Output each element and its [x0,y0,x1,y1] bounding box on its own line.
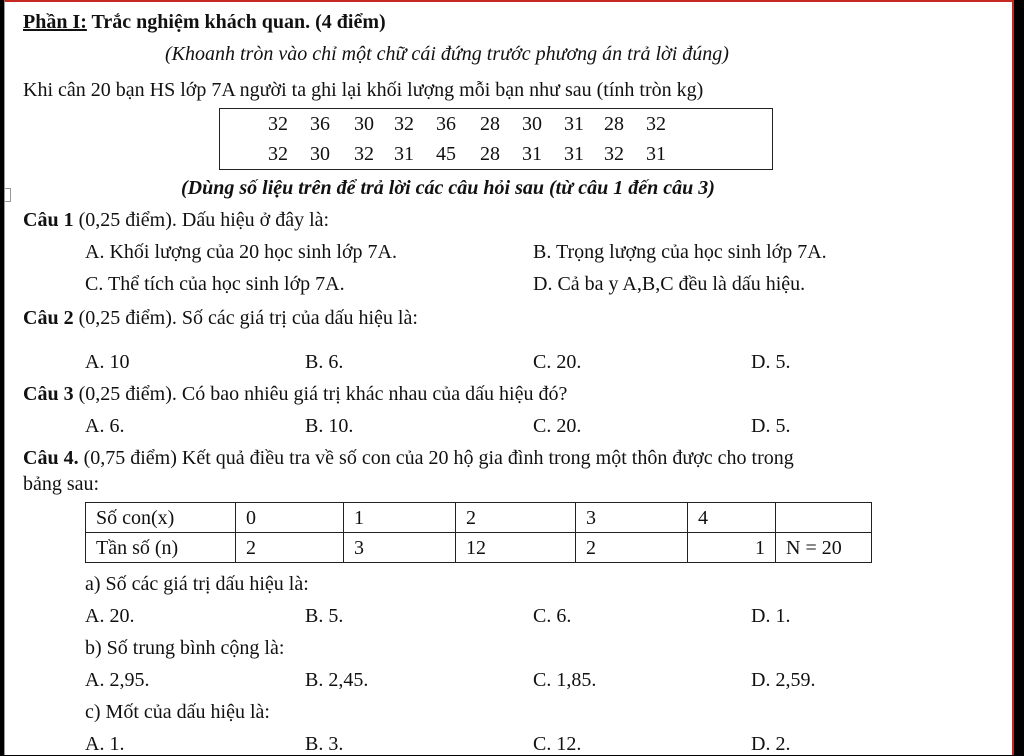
data-cell: 28 [480,113,500,135]
data-cell: 32 [604,143,624,165]
table-cell: 4 [688,503,776,533]
data-cell: 32 [646,113,666,135]
table-cell: 1 [688,533,776,563]
table-cell: 3 [576,503,688,533]
q4c-option-d[interactable]: D. 2. [751,733,791,755]
q2-option-d[interactable]: D. 5. [751,351,791,373]
question-4 [23,446,794,470]
part-heading [23,10,386,34]
q4b-option-a[interactable]: A. 2,95. [85,669,150,691]
data-cell: 32 [268,113,288,135]
q3-option-d[interactable]: D. 5. [751,415,791,437]
data-cell: 30 [522,113,542,135]
frequency-table [85,502,872,563]
q4b-option-b[interactable]: B. 2,45. [305,669,369,691]
q4b-text: b) Số trung bình cộng là: [85,637,285,659]
question-label: Câu 4. [23,447,79,469]
data-cell: 28 [480,143,500,165]
table-row [86,533,872,563]
question-text: (0,75 điểm) Kết quả điều tra về số con của 20 hộ gia đình trong một thôn được cho trong [78,447,794,469]
document-page [4,0,1014,755]
table-cell: 2 [456,503,576,533]
data-cell: 30 [354,113,374,135]
q4b-option-d[interactable]: D. 2,59. [751,669,816,691]
q4a-text: a) Số các giá trị dấu hiệu là: [85,573,309,595]
data-row-1 [220,113,772,139]
data-cell: 31 [564,113,584,135]
q3-option-c[interactable]: C. 20. [533,415,582,437]
data-cell: 31 [646,143,666,165]
question-label: Câu 1 [23,209,74,231]
table-cell: 1 [344,503,456,533]
q4b-option-c[interactable]: C. 1,85. [533,669,597,691]
data-cell: 36 [436,113,456,135]
question-text: (0,25 điểm). Dấu hiệu ở đây là: [73,209,330,231]
q1-option-b[interactable]: B. Trọng lượng của học sinh lớp 7A. [533,241,827,263]
question-text: (0,25 điểm). Có bao nhiêu giá trị khác nhau của dấu hiệu đó? [73,383,568,405]
table-cell: 12 [456,533,576,563]
q4a-option-c[interactable]: C. 6. [533,605,572,627]
question-label: Câu 3 [23,383,74,405]
q4a-option-b[interactable]: B. 5. [305,605,344,627]
data-cell: 31 [394,143,414,165]
question-label: Câu 2 [23,307,74,329]
q4c-option-a[interactable]: A. 1. [85,733,125,755]
q4c-text: c) Mốt của dấu hiệu là: [85,701,270,723]
q1-option-d[interactable]: D. Cả ba y A,B,C đều là dấu hiệu. [533,273,806,295]
question-4-continued: bảng sau: [23,473,100,495]
table-total-cell: N = 20 [776,533,872,563]
q4c-option-b[interactable]: B. 3. [305,733,344,755]
data-cell: 45 [436,143,456,165]
q2-option-a[interactable]: A. 10 [85,351,130,373]
table-header-cell: Tần số (n) [86,533,236,563]
question-2 [23,306,418,330]
data-row-2 [220,143,772,169]
data-cell: 31 [564,143,584,165]
data-cell: 36 [310,113,330,135]
question-text: (0,25 điểm). Số các giá trị của dấu hiệu là: [73,307,418,329]
data-cell: 31 [522,143,542,165]
q1-option-a[interactable]: A. Khối lượng của 20 học sinh lớp 7A. [85,241,397,263]
instruction: (Khoanh tròn vào chỉ một chữ cái đứng trước phương án trả lời đúng) [165,43,729,65]
q3-option-b[interactable]: B. 10. [305,415,354,437]
data-cell: 32 [354,143,374,165]
table-cell: 2 [236,533,344,563]
q2-option-c[interactable]: C. 20. [533,351,582,373]
data-cell: 32 [394,113,414,135]
table-cell [776,503,872,533]
q4a-option-d[interactable]: D. 1. [751,605,791,627]
q4a-option-a[interactable]: A. 20. [85,605,135,627]
part-heading-text: Trắc nghiệm khách quan. (4 điểm) [86,11,386,33]
question-1 [23,208,329,232]
part-heading-label: Phần I: [23,11,87,33]
page-edge-mark [4,188,11,202]
data-cell: 28 [604,113,624,135]
table-row [86,503,872,533]
q2-option-b[interactable]: B. 6. [305,351,344,373]
table-cell: 0 [236,503,344,533]
weight-data-table [219,108,773,170]
table-cell: 3 [344,533,456,563]
q4c-option-c[interactable]: C. 12. [533,733,582,755]
data-cell: 32 [268,143,288,165]
hint-text: (Dùng số liệu trên để trả lời các câu hỏi sau (từ câu 1 đến câu 3) [181,177,715,199]
data-cell: 30 [310,143,330,165]
intro-text: Khi cân 20 bạn HS lớp 7A người ta ghi lại khối lượng mỗi bạn như sau (tính tròn kg) [23,79,704,101]
table-header-cell: Số con(x) [86,503,236,533]
table-cell: 2 [576,533,688,563]
question-3 [23,382,567,406]
q3-option-a[interactable]: A. 6. [85,415,125,437]
q1-option-c[interactable]: C. Thể tích của học sinh lớp 7A. [85,273,345,295]
